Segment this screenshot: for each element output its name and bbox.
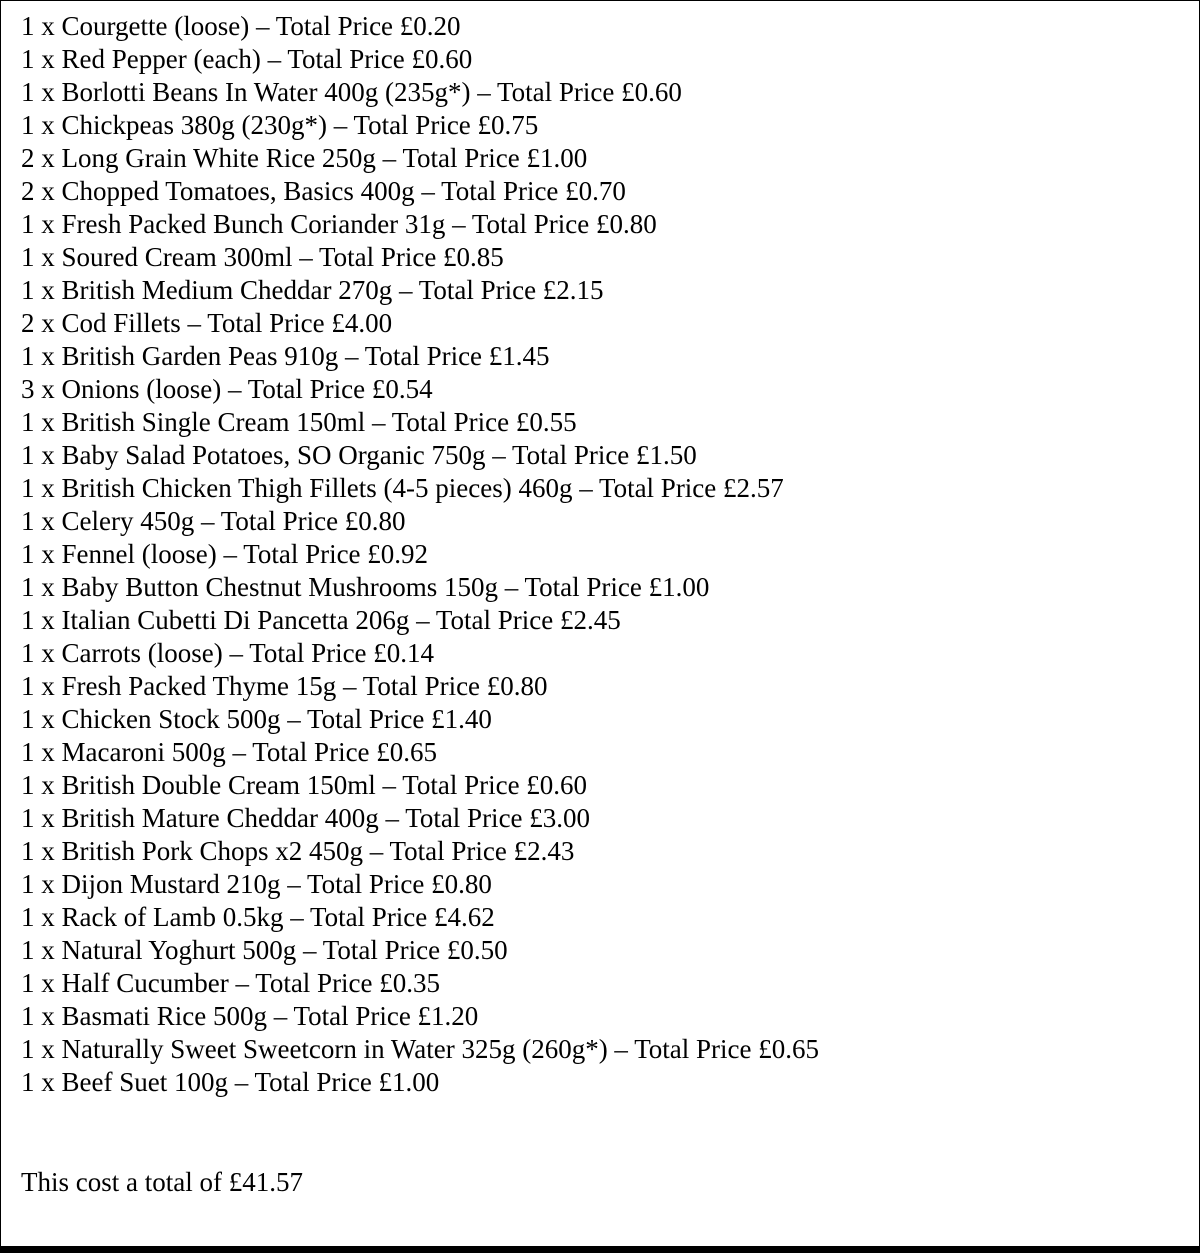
list-item: 1 x Chickpeas 380g (230g*) – Total Price £0.75 bbox=[21, 110, 539, 140]
list-item: 1 x Baby Salad Potatoes, SO Organic 750g – Total Price £1.50 bbox=[21, 440, 697, 470]
list-item: 1 x Natural Yoghurt 500g – Total Price £0.50 bbox=[21, 935, 508, 965]
list-item: 1 x British Double Cream 150ml – Total Price £0.60 bbox=[21, 770, 588, 800]
list-item: 1 x British Pork Chops x2 450g – Total Price £2.43 bbox=[21, 836, 575, 866]
list-item: 1 x Baby Button Chestnut Mushrooms 150g – Total Price £1.00 bbox=[21, 572, 710, 602]
list-item: 1 x Half Cucumber – Total Price £0.35 bbox=[21, 968, 441, 998]
list-item: 2 x Long Grain White Rice 250g – Total Price £1.00 bbox=[21, 143, 588, 173]
list-item: 3 x Onions (loose) – Total Price £0.54 bbox=[21, 374, 433, 404]
list-item: 1 x Naturally Sweet Sweetcorn in Water 325g (260g*) – Total Price £0.65 bbox=[21, 1034, 820, 1064]
list-item: 1 x Fennel (loose) – Total Price £0.92 bbox=[21, 539, 429, 569]
list-item: 2 x Cod Fillets – Total Price £4.00 bbox=[21, 308, 393, 338]
shopping-list bbox=[21, 10, 819, 1099]
list-item: 1 x Dijon Mustard 210g – Total Price £0.80 bbox=[21, 869, 492, 899]
list-item: 1 x Fresh Packed Thyme 15g – Total Price £0.80 bbox=[21, 671, 548, 701]
list-item: 1 x British Chicken Thigh Fillets (4-5 pieces) 460g – Total Price £2.57 bbox=[21, 473, 784, 503]
list-item: 1 x Basmati Rice 500g – Total Price £1.20 bbox=[21, 1001, 479, 1031]
list-item: 1 x Beef Suet 100g – Total Price £1.00 bbox=[21, 1067, 440, 1097]
list-item: 1 x Fresh Packed Bunch Coriander 31g – Total Price £0.80 bbox=[21, 209, 657, 239]
list-item: 1 x Chicken Stock 500g – Total Price £1.40 bbox=[21, 704, 492, 734]
list-item: 1 x British Mature Cheddar 400g – Total Price £3.00 bbox=[21, 803, 591, 833]
list-item: 1 x Macaroni 500g – Total Price £0.65 bbox=[21, 737, 438, 767]
list-item: 1 x Red Pepper (each) – Total Price £0.60 bbox=[21, 44, 473, 74]
list-item: 1 x British Single Cream 150ml – Total Price £0.55 bbox=[21, 407, 577, 437]
list-item: 1 x Soured Cream 300ml – Total Price £0.85 bbox=[21, 242, 504, 272]
list-item: 1 x Courgette (loose) – Total Price £0.20 bbox=[21, 11, 461, 41]
list-item: 1 x British Garden Peas 910g – Total Price £1.45 bbox=[21, 341, 550, 371]
list-item: 1 x Carrots (loose) – Total Price £0.14 bbox=[21, 638, 435, 668]
list-item: 1 x Italian Cubetti Di Pancetta 206g – Total Price £2.45 bbox=[21, 605, 621, 635]
list-item: 1 x Rack of Lamb 0.5kg – Total Price £4.62 bbox=[21, 902, 495, 932]
total-cost: This cost a total of £41.57 bbox=[21, 1167, 303, 1197]
list-item: 1 x British Medium Cheddar 270g – Total Price £2.15 bbox=[21, 275, 604, 305]
list-item: 2 x Chopped Tomatoes, Basics 400g – Total Price £0.70 bbox=[21, 176, 626, 206]
list-item: 1 x Celery 450g – Total Price £0.80 bbox=[21, 506, 406, 536]
list-item: 1 x Borlotti Beans In Water 400g (235g*) – Total Price £0.60 bbox=[21, 77, 682, 107]
